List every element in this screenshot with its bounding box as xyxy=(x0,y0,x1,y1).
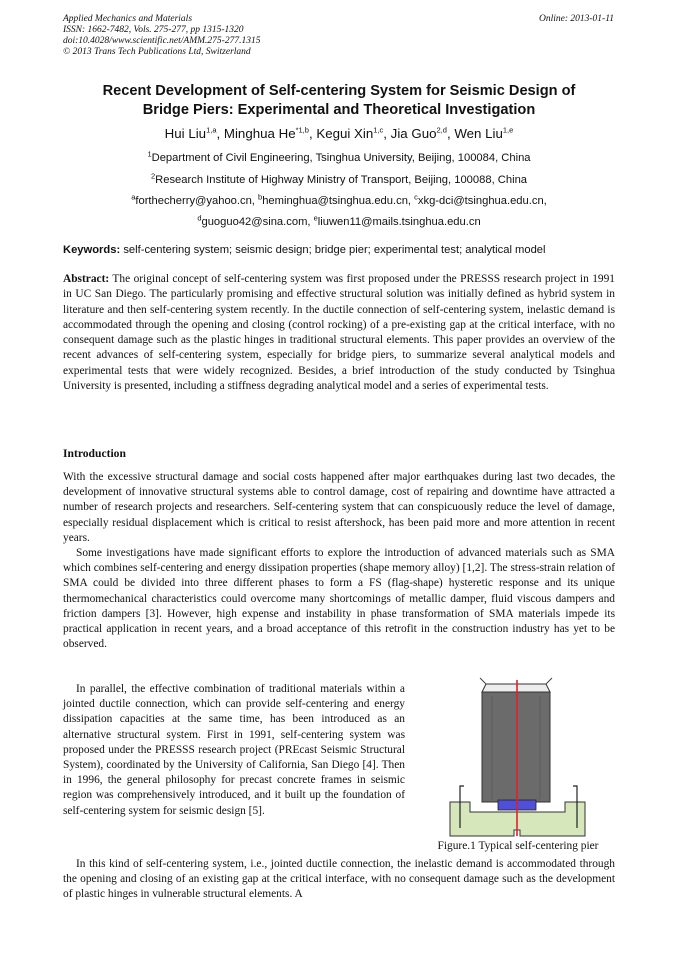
issn-line: ISSN: 1662-7482, Vols. 275-277, pp 1315-1320 xyxy=(63,25,244,35)
author-list: Hui Liu$^{1,a}$, Minghua He$^{*1,b}$, Kegui Xin$^{1,c}$, Jia Guo$^{2,d}$, Wen Liu$^{1,e}$ xyxy=(164,125,514,141)
affiliation-text: Department of Civil Engineering, Tsinghua University, Beijing, 100084, China xyxy=(151,152,531,164)
keywords-label: Keywords: xyxy=(63,244,121,256)
affiliation-2 xyxy=(40,173,638,187)
intro-paragraph-4: In this kind of self-centering system, i.e., jointed ductile connection, the inelastic demand is accommodated through the opening and closing of an existing gap at the critical interface, with no consequent damage such as the development of plastic hinges in vulnerable structural elements. A xyxy=(63,858,615,901)
author-name: Jia Guo xyxy=(390,126,437,141)
intro-paragraph-1: With the excessive structural damage and social costs happened after major earthquakes during last two decades, the development of innovative structural systems able to control damage, cost of repairing and downtime have attracted a number of research projects and researchers. Self-centering system that can conspicuously reduce the level of damage, especially residual displacement which is critical to resist aftershock, has been paid more and more attention in recent years. xyxy=(63,471,615,544)
intro-paragraph-3: In parallel, the effective combination of traditional materials within a jointed ductile connection, which can provide self-centering and energy dissipation capacities at the same time, has been introduced as an alternative structural system. First in 1991, self-centering system was proposed under the PRESSS research project (PREcast Seismic Structural System), coordinated by the University of California, San Diego [4]. Then in 1996, the general philosophy for precast concrete frames in seismic region was comprehensively introduced, and it built up the foundation of self-centering system for seismic design [5]. xyxy=(63,683,405,817)
email-line-2 xyxy=(40,215,638,229)
paper-title xyxy=(70,82,608,120)
email-sup: b xyxy=(258,192,263,202)
cap-detail xyxy=(480,678,552,684)
affiliation-text: Research Institute of Highway Ministry of Transport, Beijing, 100088, China xyxy=(155,174,528,186)
email-link[interactable]: forthecherry@yahoo.cn, xyxy=(135,195,255,207)
email-sup: c xyxy=(414,192,418,202)
author-name: Kegui Xin xyxy=(316,126,374,141)
self-centering-pier-figure xyxy=(420,676,616,856)
author-sup: 2,d xyxy=(436,125,447,135)
online-date: Online: 2013-01-11 xyxy=(538,14,614,24)
keywords xyxy=(63,243,615,257)
author-sup: *1,b xyxy=(295,125,309,135)
email-sup: e xyxy=(313,213,318,223)
email-sup: d xyxy=(197,213,202,223)
email-link[interactable]: guoguo42@sina.com, xyxy=(201,216,311,228)
section-heading-introduction: Introduction xyxy=(63,447,126,460)
email-sup: a xyxy=(131,192,136,202)
email-line-1 xyxy=(40,194,638,208)
email-link[interactable]: liuwen11@mails.tsinghua.edu.cn xyxy=(317,216,481,228)
abstract-label: Abstract: xyxy=(63,273,110,285)
journal-name: Applied Mechanics and Materials xyxy=(63,14,193,24)
pier-cap xyxy=(482,684,550,692)
copyright-line: © 2013 Trans Tech Publications Ltd, Switzerland xyxy=(63,47,251,57)
author-name: Hui Liu xyxy=(164,126,207,141)
affiliation-sup: 2 xyxy=(150,171,156,181)
email-link[interactable]: xkg-dci@tsinghua.edu.cn, xyxy=(417,195,547,207)
author-sup: 1,a xyxy=(206,125,217,135)
keywords-text: self-centering system; seismic design; bridge pier; experimental test; analytical model xyxy=(123,244,546,256)
abstract xyxy=(63,272,615,394)
title-line-1: Recent Development of Self-centering System for Seismic Design of xyxy=(102,83,576,99)
journal-header xyxy=(63,14,260,58)
abstract-text: The original concept of self-centering system was first proposed under the PRESSS research project in 1991 in UC San Diego. The particularly promising and effective structural solution was initially defined as hybrid system in literature and then self-centering system recently. In the ductile connection of self-centering system, inelastic demand is accommodated through the opening and closing (control rocking) of a pre-existing gap at the critical interface, with no consequent damage such as the plastic hinges in traditional structural elements. This paper provides an overview of the recent advances of self-centering system, especially for bridge piers, to summarize several analytical models and experimental tests that were widely recognized. Besides, a brief introduction of the study conducted by Tsinghua University is presented, including a stiffness degrading analytical model and a series of experimental tests. xyxy=(63,273,615,393)
email-link[interactable]: heminghua@tsinghua.edu.cn, xyxy=(262,195,412,207)
affiliation-sup: 1 xyxy=(147,149,152,159)
author-sup: 1,c xyxy=(373,125,384,135)
intro-paragraph-2: Some investigations have made significant efforts to explore the introduction of advanced materials such as SMA which combines self-centering and energy dissipation properties (shape memory alloy) [1,2]. The stress-strain relation of SMA could be divided into three different phases to form a FS (flag-shape) hysteretic response and its unique thermomechanical characteristics could overcome many shortcomings of metallic damper, fluid viscous dampers and friction dampers [3]. However, high expense and instability in phase transformation of SMA materials impede its practical application in recent years, and a broad acceptance of this retrofit in the construction industry has yet to be observed. xyxy=(63,547,615,651)
affiliation-1 xyxy=(40,151,638,165)
title-line-2: Bridge Piers: Experimental and Theoretical Investigation xyxy=(142,102,536,118)
doi-line: doi:10.4028/www.scientific.net/AMM.275-277.1315 xyxy=(63,36,261,46)
figure-caption: Figure.1 Typical self-centering pier xyxy=(437,840,599,852)
author-sup: 1,e xyxy=(502,125,514,135)
author-name: Wen Liu xyxy=(454,126,503,141)
author-name: Minghua He xyxy=(223,126,296,141)
